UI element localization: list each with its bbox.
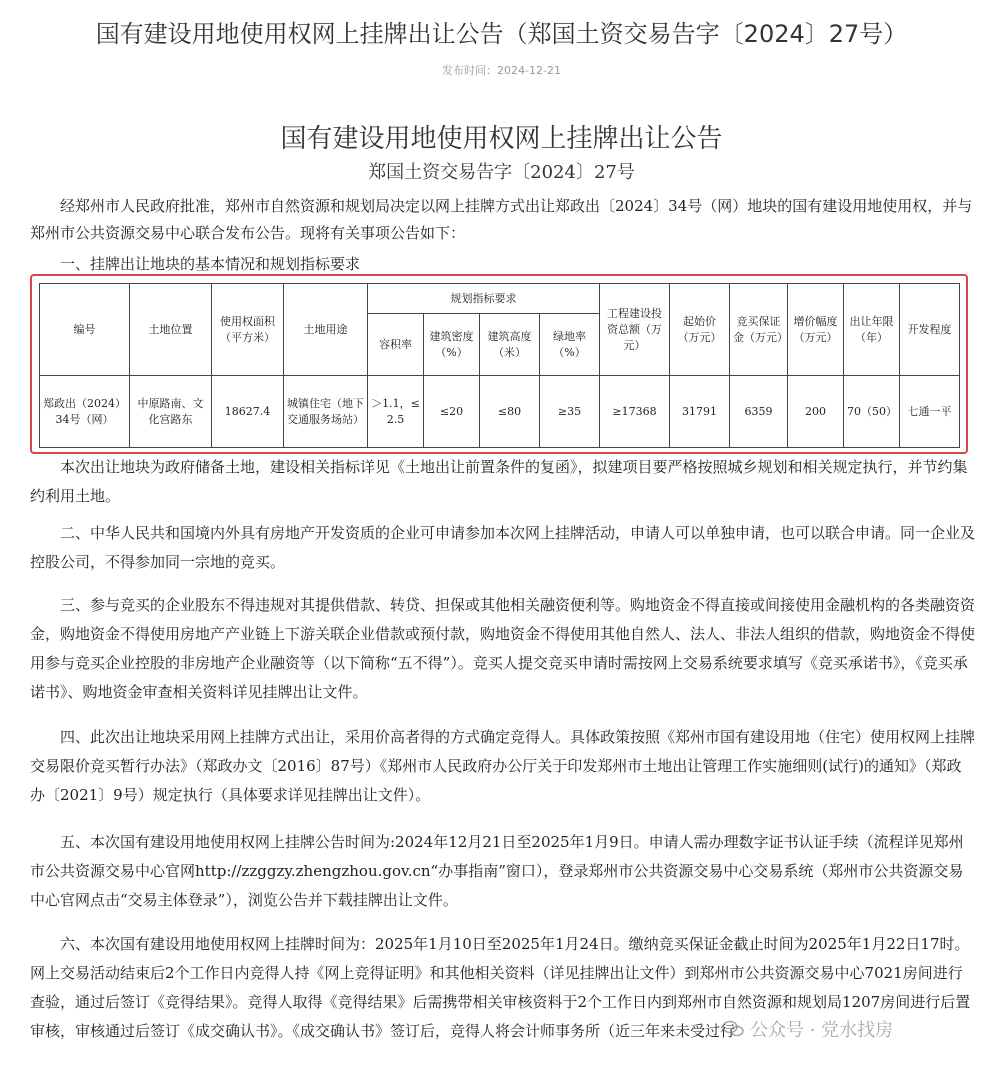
cell-deposit: 6359 [730,376,788,448]
header-area: 使用权面积（平方米） [212,284,284,376]
section-1-heading: 一、挂牌出让地块的基本情况和规划指标要求 [60,255,361,273]
cell-development: 七通一平 [900,376,960,448]
header-deposit: 竞买保证金（万元） [730,284,788,376]
watermark-text: 公众号 · 党水找房 [750,1020,894,1041]
land-table-highlight [30,274,968,454]
header-planning: 规划指标要求 [368,284,600,314]
header-height: 建筑高度（米） [480,314,540,376]
table-header-row [40,284,960,314]
cell-location: 中原路南、文化宫路东 [130,376,212,448]
section-2-paragraph: 二、中华人民共和国境内外具有房地产开发资质的企业可申请参加本次网上挂牌活动，申请人可以单独申请，也可以联合申请。同一企业及控股公司，不得参加同一宗地的竞买。 [30,524,976,571]
wechat-icon [722,1020,744,1038]
section-6-paragraph: 六、本次国有建设用地使用权网上挂牌时间为：2025年1月10日至2025年1月24日。缴纳竞买保证金截止时间为2025年1月22日17时。网上交易活动结束后2个工作日内竞得人持《网上竞得证明》和其他相关资料（详见挂牌出让文件）到郑州市公共资源交易中心7021房间进行查验，通过后签订《竞得结果》。竞得人取得《竞得结果》后需携带相关审核资料于2个工作日内到郑州市自然资源和规划局1207房间进行后置审核，审核通过后签订《成交确认书》。《成交确认书》签订后，竞得人将会计师事务所（近三年来未受过行 [30,935,971,1040]
land-parcel-table [39,283,960,448]
wechat-watermark [722,1016,893,1042]
header-use: 土地用途 [284,284,368,376]
header-development: 开发程度 [900,284,960,376]
header-increment: 增价幅度（万元） [788,284,844,376]
document-subtitle: 郑国土资交易告字〔2024〕27号 [368,162,635,183]
cell-area: 18627.4 [212,376,284,448]
document-title: 国有建设用地使用权网上挂牌出让公告 [280,124,723,154]
cell-id: 郑政出（2024）34号（网） [40,376,130,448]
cell-far: ＞1.1，≤2.5 [368,376,424,448]
cell-term: 70（50） [844,376,900,448]
page-title: 国有建设用地使用权网上挂牌出让公告（郑国土资交易告字〔2024〕27号） [95,20,908,48]
publish-date: 发布时间：2024-12-21 [442,64,561,77]
cell-investment: ≥17368 [600,376,670,448]
section-3-paragraph: 三、参与竞买的企业股东不得违规对其提供借款、转贷、担保或其他相关融资便利等。购地资金不得直接或间接使用金融机构的各类融资资金，购地资金不得使用房地产产业链上下游关联企业借款或预付款，购地资金不得使用其他自然人、法人、非法人组织的借款，购地资金不得使用参与竞买企业控股的非房地产企业融资等（以下简称“五不得”）。竞买人提交竞买申请时需按网上交易系统要求填写《竞买承诺书》，《竞买承诺书》、购地资金审查相关资料详见挂牌出让文件。 [30,596,976,701]
header-term: 出让年限（年） [844,284,900,376]
header-green: 绿地率（%） [540,314,600,376]
table-row [40,376,960,448]
header-location: 土地位置 [130,284,212,376]
cell-use: 城镇住宅（地下交通服务场站） [284,376,368,448]
header-id: 编号 [40,284,130,376]
header-density: 建筑密度（%） [424,314,480,376]
cell-density: ≤20 [424,376,480,448]
section-4-paragraph: 四、此次出让地块采用网上挂牌方式出让，采用价高者得的方式确定竞得人。具体政策按照《郑州市国有建设用地（住宅）使用权网上挂牌交易限价竞买暂行办法》（郑政办文〔2016〕87号）《郑州市人民政府办公厅关于印发郑州市土地出让管理工作实施细则(试行)的通知》（郑政办〔2021〕9号）规定执行（具体要求详见挂牌出让文件）。 [30,728,976,804]
note-paragraph: 本次出让地块为政府储备土地，建设相关指标详见《土地出让前置条件的复函》，拟建项目要严格按照城乡规划和相关规定执行，并节约集约利用土地。 [30,458,968,505]
header-far: 容积率 [368,314,424,376]
header-investment: 工程建设投资总额（万元） [600,284,670,376]
header-start-price: 起始价（万元） [670,284,730,376]
cell-green: ≥35 [540,376,600,448]
cell-increment: 200 [788,376,844,448]
section-5-paragraph: 五、本次国有建设用地使用权网上挂牌公告时间为:2024年12月21日至2025年1月9日。申请人需办理数字证书认证手续（流程详见郑州市公共资源交易中心官网http://zzggzy.zhengzhou.gov.cn“办事指南”窗口），登录郑州市公共资源交易中心交易系统（郑州市公共资源交易中心官网点击“交易主体登录”），浏览公告并下载挂牌出让文件。 [30,833,964,909]
intro-paragraph: 经郑州市人民政府批准，郑州市自然资源和规划局决定以网上挂牌方式出让郑政出〔2024〕34号（网）地块的国有建设用地使用权，并与郑州市公共资源交易中心联合发布公告。现将有关事项公告如下： [30,197,973,242]
cell-height: ≤80 [480,376,540,448]
cell-start-price: 31791 [670,376,730,448]
